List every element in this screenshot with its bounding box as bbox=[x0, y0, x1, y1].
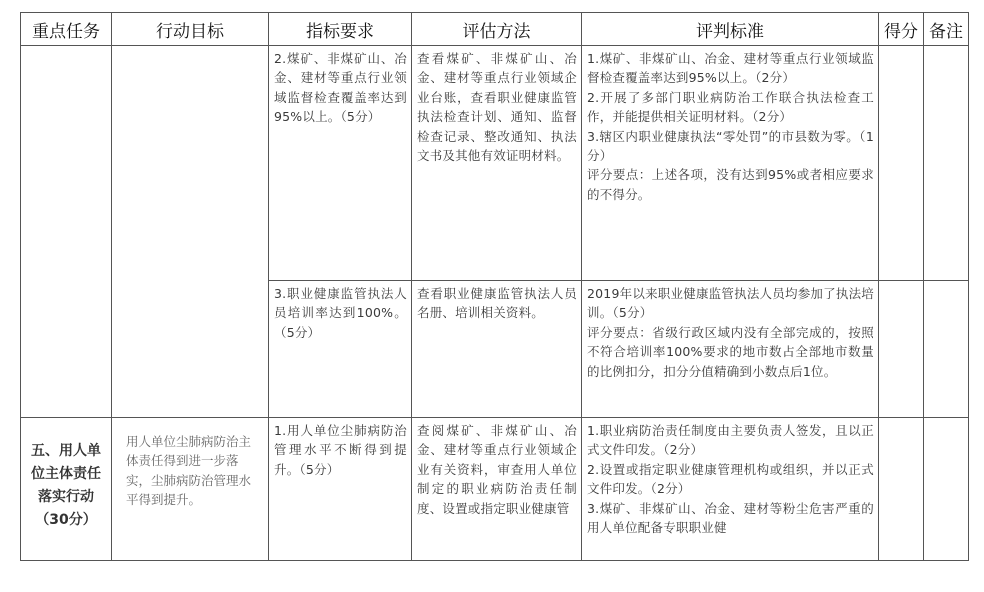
method-text: 查阅煤矿、非煤矿山、冶金、建材等重点行业领域企业有关资料，审查用人单位制定的职业病防治责任制度、设置或指定职业健康管 bbox=[417, 423, 577, 516]
method-text: 查看职业健康监管执法人员名册、培训相关资料。 bbox=[417, 286, 577, 321]
indicator-text: 1.用人单位尘肺病防治管理水平不断得到提升。（5分） bbox=[274, 423, 407, 477]
criteria-item: 3.辖区内职业健康执法“零处罚”的市县数为零。（1分） bbox=[587, 128, 874, 164]
header-method: 评估方法 bbox=[412, 13, 582, 46]
task-title: 五、用人单位主体责任落实行动（30分） bbox=[31, 443, 101, 528]
header-score: 得分 bbox=[879, 13, 924, 46]
criteria-item: 2.设置或指定职业健康管理机构或组织，并以正式文件印发。（2分） bbox=[587, 461, 874, 497]
note-cell bbox=[924, 281, 969, 418]
table-header-row bbox=[21, 13, 969, 46]
criteria-item: 3.煤矿、非煤矿山、冶金、建材等粉尘危害严重的用人单位配备专职职业健 bbox=[587, 500, 874, 536]
indicator-cell bbox=[269, 418, 412, 561]
criteria-list bbox=[582, 46, 878, 204]
header-criteria: 评判标准 bbox=[582, 13, 879, 46]
criteria-item: 1.煤矿、非煤矿山、冶金、建材等重点行业领域监督检查覆盖率达到95%以上。（2分） bbox=[587, 51, 874, 86]
criteria-cell bbox=[582, 281, 879, 418]
goal-text: 用人单位尘肺病防治主体责任得到进一步落实，尘肺病防治管理水平得到提升。 bbox=[126, 434, 252, 508]
table-row bbox=[21, 46, 969, 281]
assessment-table bbox=[20, 12, 969, 561]
criteria-item: 2.开展了多部门职业病防治工作联合执法检查工作，并能提供相关证明材料。（2分） bbox=[587, 89, 874, 125]
header-note: 备注 bbox=[924, 13, 969, 46]
goal-cell bbox=[112, 418, 269, 561]
task-cell bbox=[21, 418, 112, 561]
criteria-list bbox=[582, 281, 878, 381]
method-text: 查看煤矿、非煤矿山、冶金、建材等重点行业领域企业台账，查看职业健康监管执法检查计划、通知、监督检查记录、整改通知、执法文书及其他有效证明材料。 bbox=[417, 51, 577, 164]
table-row bbox=[21, 418, 969, 561]
criteria-scoring-note: 评分要点：省级行政区域内没有全部完成的，按照不符合培训率100%要求的地市数占全部地市数量的比例扣分，扣分分值精确到小数点后1位。 bbox=[587, 324, 874, 379]
indicator-text: 2.煤矿、非煤矿山、冶金、建材等重点行业领域监督检查覆盖率达到95%以上。（5分） bbox=[274, 51, 407, 125]
criteria-item: 1.职业病防治责任制度由主要负责人签发，且以正式文件印发。（2分） bbox=[587, 423, 874, 458]
score-cell bbox=[879, 281, 924, 418]
indicator-cell bbox=[269, 46, 412, 281]
criteria-item: 2019年以来职业健康监管执法人员均参加了执法培训。（5分） bbox=[587, 286, 874, 321]
score-cell bbox=[879, 46, 924, 281]
note-cell bbox=[924, 418, 969, 561]
indicator-cell bbox=[269, 281, 412, 418]
header-goal: 行动目标 bbox=[112, 13, 269, 46]
header-indicator: 指标要求 bbox=[269, 13, 412, 46]
note-cell bbox=[924, 46, 969, 281]
criteria-list bbox=[582, 418, 878, 537]
goal-cell-empty bbox=[112, 46, 269, 418]
method-cell bbox=[412, 281, 582, 418]
method-cell bbox=[412, 46, 582, 281]
method-cell bbox=[412, 418, 582, 561]
indicator-text: 3.职业健康监管执法人员培训率达到100%。（5分） bbox=[274, 286, 407, 340]
criteria-cell bbox=[582, 418, 879, 561]
header-task: 重点任务 bbox=[21, 13, 112, 46]
criteria-cell bbox=[582, 46, 879, 281]
score-cell bbox=[879, 418, 924, 561]
task-cell-empty bbox=[21, 46, 112, 418]
criteria-scoring-note: 评分要点：上述各项，没有达到95%或者相应要求的不得分。 bbox=[587, 167, 874, 202]
